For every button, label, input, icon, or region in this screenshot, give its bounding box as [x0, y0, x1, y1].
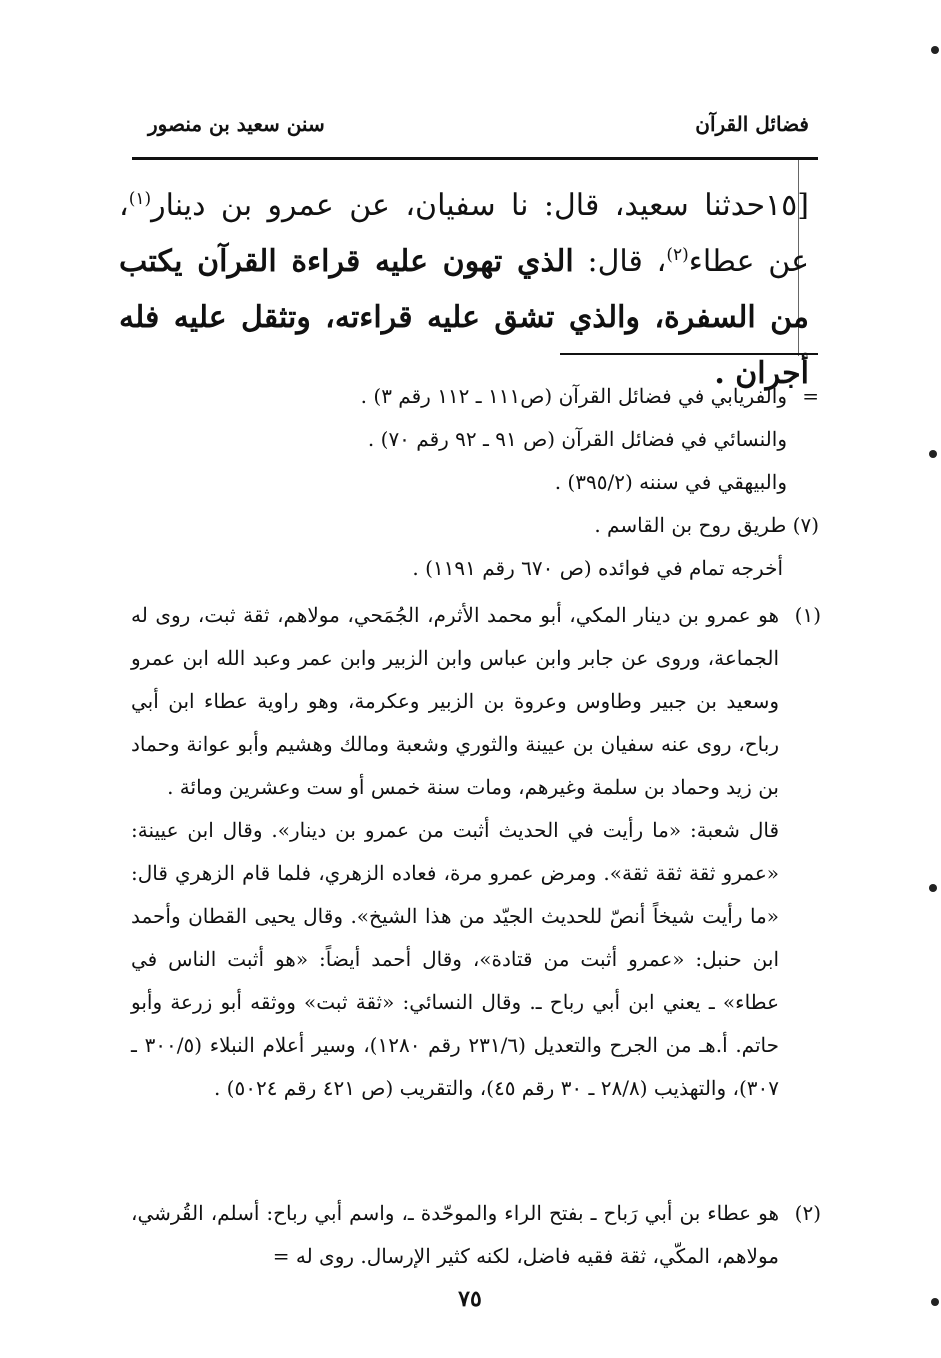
footnote-2-text: هو عطاء بن أبي رَباح ـ بفتح الراء والموحّدة ـ، واسم أبي رباح: أسلم، القُرشي، مولاهم، المكّي، ثقة فقيه فاضل، لكنه كثير الإرسال. روى له =: [131, 1201, 779, 1268]
source-line-2: والنسائي في فضائل القرآن (ص ٩١ ـ ٩٢ رقم ٧٠) .: [367, 427, 787, 451]
running-head-collection: سنن سعيد بن منصور: [148, 112, 325, 136]
route-item-7-detail: أخرجه تمام في فوائده (ص ٦٧٠ رقم ١١٩١) .: [412, 556, 783, 580]
continuation-mark: =: [802, 384, 819, 408]
page-number: ٧٥: [458, 1286, 482, 1312]
hadith-matn: الذي تهون عليه قراءة القرآن يكتب من السفرة، والذي تشق عليه قراءته، وتثقل عليه فله أجران .: [119, 244, 809, 391]
source-line-3: والبيهقي في سننه (٣٩٥/٢) .: [554, 470, 787, 494]
footnote-1: [131, 594, 819, 1110]
scan-mark: [929, 884, 937, 892]
footnote-1-number: (١): [794, 603, 821, 627]
footnote-1-paragraph-1: هو عمرو بن دينار المكي، أبو محمد الأثرم، الجُمَحي، مولاهم، ثقة ثبت، روى له الجماعة، وروى عن جابر وابن عباس وابن الزبير وابن عمر وعبد الله ابن عمرو وسعيد بن جبير وطاوس وعروة بن الزبير وعكرمة، وهو راوية عطاء ابن أبي رباح، روى عنه سفيان بن عيينة والثوري وشعبة ومالك وهشيم وأبو عوانة وحماد بن زيد وحماد بن سلمة وغيرهم، ومات سنة خمس أو ست وعشرين ومائة .: [131, 603, 780, 799]
header-rule: [132, 157, 818, 160]
footnote-2-number: (٢): [794, 1201, 821, 1225]
hadith-isnad-start: حدثنا سعيد، قال: نا سفيان، عن عمرو بن دينار: [151, 188, 766, 223]
footnote-2: [131, 1192, 819, 1278]
footnotes-continuation: [179, 375, 819, 590]
hadith-said: ، قال:: [573, 244, 667, 279]
footnote-separator: [560, 353, 818, 355]
running-head-book-title: فضائل القرآن: [695, 112, 809, 136]
route-item-7-label: (٧): [792, 513, 819, 537]
scan-mark: [931, 1298, 939, 1306]
footnote-1-paragraph-2: قال شعبة: «ما رأيت في الحديث أثبت من عمرو بن دينار». وقال ابن عيينة: «عمرو ثقة ثقة ثقة». ومرض عمرو مرة، فعاده الزهري، فلما قام الزهري قال: «ما رأيت شيخاً أنصّ للحديث الجيّد من هذا الشيخ». وقال يحيى القطان وأحمد ابن حنبل: «عمرو أثبت من قتادة»، وقال أحمد أيضاً: «هو أثبت الناس في عطاء» ـ يعني ابن أبي رباح ـ. وقال النسائي: «ثقة ثبت» ووثقه أبو زرعة وأبو حاتم. أ.هـ من الجرح والتعديل (٢٣١/٦ رقم ١٢٨٠)، وسير أعلام النبلاء (٣٠٠/٥ ـ ٣٠٧)، والتهذيب (٢٨/٨ ـ ٣٠ رقم ٤٥)، والتقريب (ص ٤٢١ رقم ٥٠٢٤) .: [131, 818, 780, 1100]
hadith-number: [١٥: [765, 188, 809, 223]
scan-mark: [931, 46, 939, 54]
route-item-7-text: طريق روح بن القاسم .: [594, 513, 787, 537]
footnote-ref-1[interactable]: (١): [128, 189, 152, 209]
hadith-isnad-mid: ، عن عطاء: [119, 188, 809, 279]
route-item-7: [179, 504, 819, 547]
scan-mark: [929, 450, 937, 458]
hadith-text: [119, 178, 809, 402]
source-line-1: والفريابي في فضائل القرآن (ص١١١ ـ ١١٢ رقم ٣) .: [360, 384, 787, 408]
continued-list: [179, 375, 819, 504]
footnote-ref-2[interactable]: (٢): [666, 245, 689, 265]
